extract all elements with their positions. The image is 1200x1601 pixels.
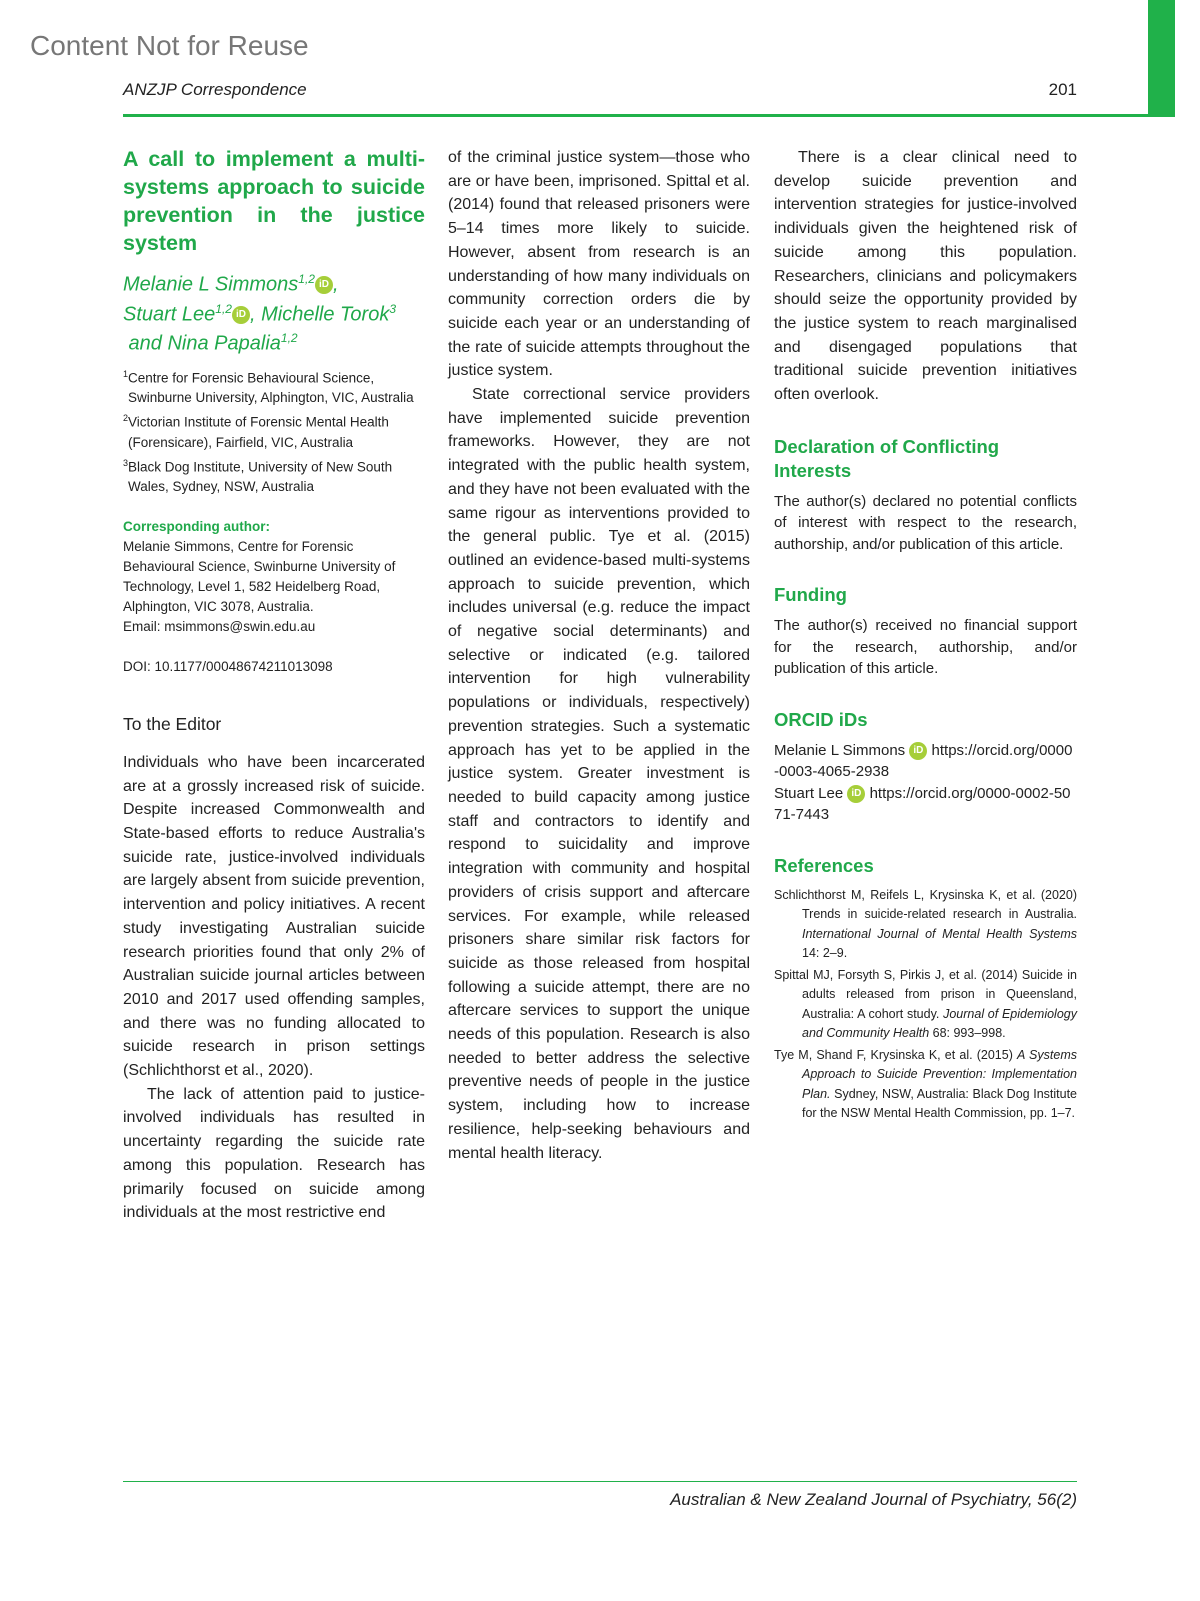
page-number: 201 xyxy=(1048,80,1077,99)
running-head: ANZJP Correspondence xyxy=(123,80,307,99)
corresponding-address: Melanie Simmons, Centre for Forensic Behavioural Science, Swinburne University of Technology, Level 1, 582 Heidelberg Road, Alphington, VIC 3078, Australia. xyxy=(123,539,396,615)
journal-footer: Australian & New Zealand Journal of Psychiatry, 56(2) xyxy=(670,1490,1077,1509)
author-name: Melanie L Simmons xyxy=(123,273,299,296)
right-column xyxy=(774,146,1077,1126)
corresponding-heading: Corresponding author: xyxy=(123,519,270,535)
corresponding-email[interactable]: Email: msimmons@swin.edu.au xyxy=(123,619,316,635)
corresponding-author xyxy=(123,517,425,637)
affiliation: $^1$Centre for Forensic Behavioural Science, Swinburne University, Alphington, VIC, Australia xyxy=(123,368,414,406)
reference-item: Spittal MJ, Forsyth S, Pirkis J, et al. (2014) Suicide in adults released from prison in Queensland, Australia: A cohort study. Journal of Epidemiology and Community Health 68: 993–998. xyxy=(774,967,1077,1041)
watermark: Content Not for Reuse xyxy=(30,30,309,61)
footer-rule xyxy=(123,1481,1077,1482)
orcid-entry: Melanie L Simmons iD https://orcid.org/0000-0003-4065-2938 xyxy=(774,741,1073,781)
declaration-text: The author(s) declared no potential conflicts of interest with respect to the research, authorship, and/or publication of this article. xyxy=(774,492,1077,553)
header-accent-bar xyxy=(1148,0,1175,117)
doi[interactable]: DOI: 10.1177/00048674211013098 xyxy=(123,659,333,675)
orcid-icon[interactable]: iD xyxy=(315,276,333,294)
funding-heading: Funding xyxy=(774,584,847,606)
body-paragraph: Individuals who have been incarcerated are at a grossly increased risk of suicide. Despite increased Commonwealth and State-based efforts to reduce Australia's suicide rate, justice-involved individuals are largely absent from suicide prevention, intervention and policy initiatives. A recent study investigating Australian suicide research priorities found that only 2% of Australian suicide journal articles between 2010 and 2017 used offending samples, and there was no funding allocated to suicide research in prison settings (Schlichthorst et al., 2020). xyxy=(123,753,425,1080)
orcid-link[interactable]: https://orcid.org/0000-0003-4065-2938 xyxy=(774,741,1073,781)
orcid-heading: ORCID iDs xyxy=(774,708,868,730)
reference-item: Tye M, Shand F, Krysinska K, et al. (2015) A Systems Approach to Suicide Prevention: Implementation Plan. Sydney, NSW, Australia: Black Dog Institute for the NSW Mental Health Commission, pp. 1–7. xyxy=(774,1047,1077,1121)
middle-column xyxy=(448,146,750,1165)
author-name: Stuart Lee xyxy=(123,303,216,326)
header-rule xyxy=(123,114,1175,117)
body-paragraph: of the criminal justice system—those who are or have been, imprisoned. Spittal et al. (2014) found that released prisoners were 5–14 times more likely to suicide. However, absent from research is an understanding of how many individuals on community correction orders die by suicide each year or an understanding of the rate of suicide attempts throughout the justice system. xyxy=(448,149,750,380)
affiliation: $^3$Black Dog Institute, University of New South Wales, Sydney, NSW, Australia xyxy=(123,457,393,495)
author-list: Melanie L Simmons$^{1,2}$ iD , Stuart Lee$^{1,2}$ iD , Michelle Torok$^3$ and Nina Papalia$^{1,2}$ xyxy=(123,272,396,355)
affiliation: $^2$Victorian Institute of Forensic Mental Health (Forensicare), Fairfield, VIC, Australia xyxy=(123,413,389,450)
affiliations xyxy=(123,364,425,498)
left-column xyxy=(123,145,425,1225)
orcid-icon[interactable]: iD xyxy=(232,306,250,324)
references-heading: References xyxy=(774,854,874,876)
orcid-icon: iD xyxy=(909,742,927,760)
article-title: A call to implement a multi-systems approach to suicide prevention in the justice system xyxy=(123,147,425,255)
funding-text: The author(s) received no financial support for the research, authorship, and/or publication of this article. xyxy=(774,617,1077,678)
orcid-entry: Stuart Lee iD https://orcid.org/0000-0002-5071-7443 xyxy=(774,784,1071,824)
body-paragraph: There is a clear clinical need to develop suicide prevention and intervention strategies for justice-involved individuals given the heightened risk of suicide among this population. Researchers, clinicians and policymakers should seize the opportunity provided by the justice system to reach marginalised and disengaged populations that traditional suicide prevention initiatives often overlook. xyxy=(774,149,1077,404)
body-paragraph: The lack of attention paid to justice-involved individuals has resulted in uncertainty regarding the suicide rate among this population. Research has primarily focused on suicide among individuals at the most restrictive end xyxy=(123,1085,425,1222)
salutation: To the Editor xyxy=(123,714,222,735)
body-paragraph: State correctional service providers have implemented suicide prevention frameworks. However, they are not integrated with the public health system, and they have not been evaluated with the same rigour as interventions provided to the general public. Tye et al. (2015) outlined an evidence-based multi-systems approach to suicide prevention, which includes universal (e.g. reduce the impact of negative social determinants) and selective or indicated (e.g. tailored intervention for high vulnerability populations or individuals, respectively) prevention strategies. Such a systematic approach has yet to be applied in the justice system. Greater investment is needed to build capacity among justice staff and contractors to identify and respond to suicidality and improve integration with community and hospital providers of crisis support and aftercare services. For example, while released prisoners share similar risk factors for suicide as those released from hospital following a suicide attempt, there are no aftercare services to support the unique needs of this population. Research is also needed to better address the selective preventive needs of people in the justice system, including how to increase resilience, help-seeking behaviours and mental health literacy. xyxy=(448,386,750,1162)
orcid-link[interactable]: https://orcid.org/0000-0002-5071-7443 xyxy=(774,784,1071,824)
reference-item: Schlichthorst M, Reifels L, Krysinska K, et al. (2020) Trends in suicide-related research in Australia. International Journal of Mental Health Systems 14: 2–9. xyxy=(774,887,1077,961)
reference-list xyxy=(774,886,1077,1124)
orcid-icon: iD xyxy=(847,785,865,803)
author-name: Nina Papalia xyxy=(167,332,281,355)
author-name: Michelle Torok xyxy=(261,303,390,326)
declaration-heading: Declaration of Conflicting Interests xyxy=(774,435,1000,481)
